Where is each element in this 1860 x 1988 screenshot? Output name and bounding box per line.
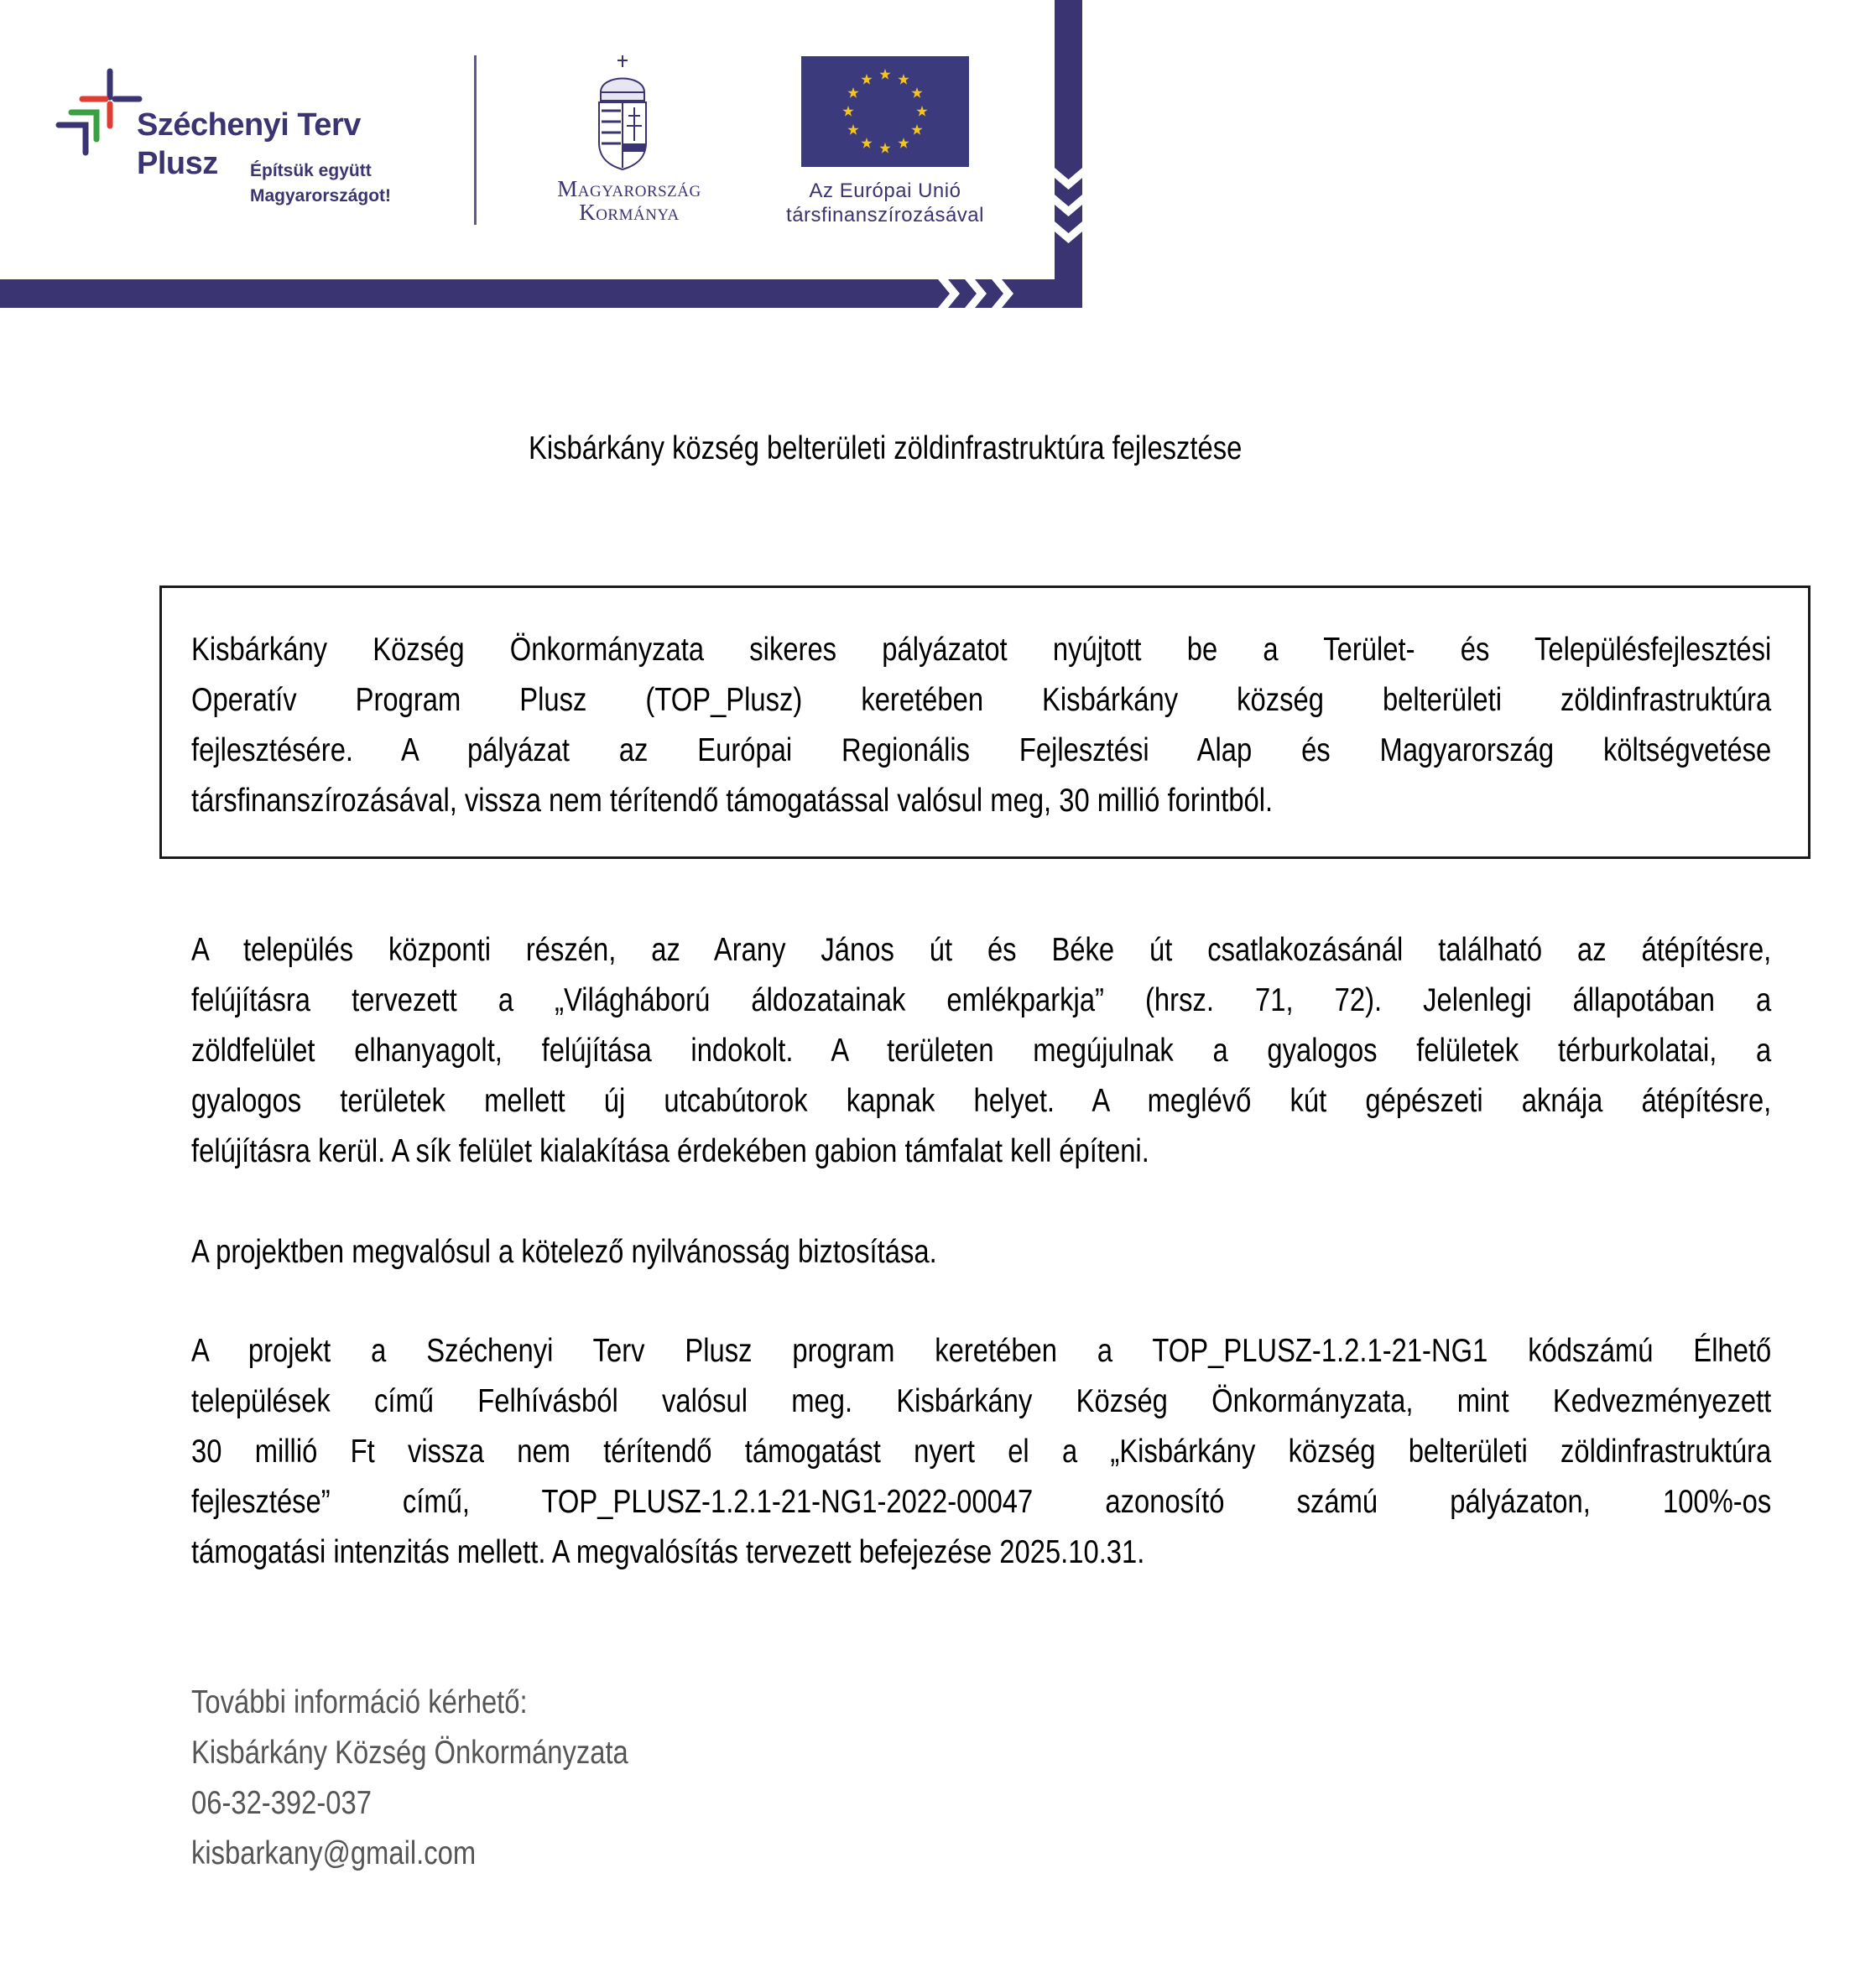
document-title-wrap <box>529 429 1435 469</box>
eu-logo-line1: Az Európai Unió <box>809 180 961 202</box>
contact-email: kisbarkany@gmail.com <box>191 1835 477 1871</box>
paragraph-line: települések című Felhívásból valósul meg. Kisbárkány Község Önkormányzata, mint Kedvezményezett <box>191 1383 1772 1419</box>
notice-line: társfinanszírozásával, vissza nem térítendő támogatással valósul meg, 30 millió forintból. <box>191 783 1274 819</box>
paragraph-line: 30 millió Ft vissza nem térítendő támogatást nyert el a „Kisbárkány község belterületi zöldinfrastruktúra <box>191 1434 1772 1470</box>
szechenyi-logo-subtitle: Plusz <box>137 146 218 181</box>
hungarian-coat-of-arms-icon <box>599 55 646 169</box>
horizontal-chevron-1 <box>948 279 977 308</box>
notice-line: Kisbárkány Község Önkormányzata sikeres pályázatot nyújtott be a Terület- és Településfejlesztési <box>191 632 1772 668</box>
paragraph-line: A település központi részén, az Arany János út és Béke út csatlakozásánál található az átépítésre, <box>191 932 1772 968</box>
contact-organization: Kisbárkány Község Önkormányzata <box>191 1735 628 1771</box>
paragraph-line: felújításra kerül. A sík felület kialakítása érdekében gabion támfalat kell építeni. <box>191 1133 1149 1169</box>
szechenyi-cross-icon <box>59 71 139 153</box>
szechenyi-tagline-line2: Magyarországot! <box>250 186 392 206</box>
contact-heading: További információ kérhető: <box>191 1684 528 1720</box>
vertical-bar-top <box>1055 0 1082 180</box>
paragraph-line: támogatási intenzitás mellett. A megvalósítás tervezett befejezése 2025.10.31. <box>191 1534 1145 1570</box>
paragraph-line: fejlesztése” című, TOP_PLUSZ-1.2.1-21-NG1-2022-00047 azonosító számú pályázaton, 100%-os <box>191 1484 1772 1520</box>
horizontal-chevron-2 <box>975 279 1003 308</box>
horizontal-bar <box>0 279 950 308</box>
szechenyi-logo-title: Széchenyi Terv <box>137 107 361 143</box>
paragraph-funding-details <box>191 1326 1771 1578</box>
szechenyi-tagline-line1: Építsük együtt <box>250 161 372 180</box>
contact-info <box>191 1678 1771 1879</box>
eu-logo-line2: társfinanszírozásával <box>786 204 984 226</box>
vertical-chevron-1 <box>1055 178 1082 206</box>
logo-divider <box>474 55 477 225</box>
document-title: Kisbárkány község belterületi zöldinfrastruktúra fejlesztése <box>529 430 1243 466</box>
paragraph-line: zöldfelület elhanyagolt, felújítása indokolt. A területen megújulnak a gyalogos felületek térburkolatai, a <box>191 1033 1772 1069</box>
paragraph-project-description <box>191 925 1771 1177</box>
paragraph-line: gyalogos területek mellett új utcabútorok kapnak helyet. A meglévő kút gépészeti aknája átépítésre, <box>191 1083 1772 1119</box>
eu-flag-icon <box>801 56 969 167</box>
notice-line: fejlesztésére. A pályázat az Európai Regionális Fejlesztési Alap és Magyarország költségvetése <box>191 732 1772 768</box>
paragraph-line: A projektben megvalósul a kötelező nyilvánosság biztosítása. <box>191 1234 937 1270</box>
paragraph-publicity <box>191 1227 1771 1278</box>
contact-phone: 06-32-392-037 <box>191 1785 372 1821</box>
paragraph-line: A projekt a Széchenyi Terv Plusz program keretében a TOP_PLUSZ-1.2.1-21-NG1 kódszámú Élhető <box>191 1333 1772 1369</box>
vertical-chevron-2 <box>1055 205 1082 233</box>
notice-line: Operatív Program Plusz (TOP_Plusz) keretében Kisbárkány község belterületi zöldinfrastruktúra <box>191 682 1772 718</box>
horizontal-bar-end <box>1002 279 1082 308</box>
government-logo-line1: Magyarország <box>557 176 701 201</box>
government-logo-line2: Kormánya <box>579 200 680 225</box>
notice-box-text <box>191 625 1771 826</box>
paragraph-line: felújításra tervezett a „Világháború áldozatainak emlékparkja” (hrsz. 71, 72). Jelenlegi állapotában a <box>191 982 1772 1018</box>
header-banner <box>0 0 1091 319</box>
